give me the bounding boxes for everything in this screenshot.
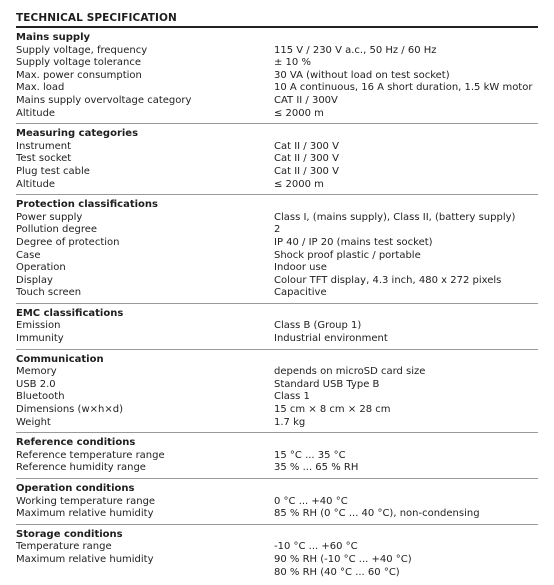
section-emc-classifications xyxy=(16,308,538,350)
spec-label: Plug test cable xyxy=(16,165,90,177)
spec-row xyxy=(16,508,538,521)
spec-value: ≤ 2000 m xyxy=(274,107,324,119)
section-reference-conditions xyxy=(16,437,538,479)
section-mains-supply xyxy=(16,32,538,124)
spec-value: 1.7 kg xyxy=(274,416,306,428)
section-heading: Operation conditions xyxy=(16,483,135,494)
spec-value: depends on microSD card size xyxy=(274,366,426,378)
spec-label: USB 2.0 xyxy=(16,378,56,390)
section-heading: Storage conditions xyxy=(16,528,123,540)
spec-row xyxy=(16,166,538,179)
spec-row xyxy=(16,496,538,509)
spec-value: Capacitive xyxy=(274,287,327,299)
spec-value: Cat II / 300 V xyxy=(274,153,339,165)
spec-row xyxy=(16,417,538,430)
spec-label: Immunity xyxy=(16,333,64,345)
spec-label: Mains supply overvoltage category xyxy=(16,94,192,106)
spec-value: 15 °C ... 35 °C xyxy=(274,449,346,461)
spec-row xyxy=(16,45,538,58)
spec-row xyxy=(16,262,538,275)
spec-label: Dimensions (w×h×d) xyxy=(16,404,123,416)
spec-row xyxy=(16,95,538,108)
spec-label: Power supply xyxy=(16,211,83,223)
spec-label: Touch screen xyxy=(16,287,82,299)
spec-value: 85 % RH (0 °C ... 40 °C), non-condensing xyxy=(274,508,480,520)
spec-value: Standard USB Type B xyxy=(274,378,380,390)
spec-value: Shock proof plastic / portable xyxy=(274,249,421,261)
section-heading: Measuring categories xyxy=(16,128,139,140)
spec-value: Class B (Group 1) xyxy=(274,320,362,332)
spec-label: Test socket xyxy=(16,153,72,165)
spec-row-continuation xyxy=(16,567,538,580)
spec-row xyxy=(16,108,538,121)
spec-row xyxy=(16,82,538,95)
spec-row xyxy=(16,379,538,392)
section-heading: EMC classifications xyxy=(16,307,124,319)
spec-value: 115 V / 230 V a.c., 50 Hz / 60 Hz xyxy=(274,44,437,56)
spec-row xyxy=(16,250,538,263)
spec-label: Weight xyxy=(16,416,51,428)
spec-row xyxy=(16,153,538,166)
spec-row xyxy=(16,541,538,554)
spec-row xyxy=(16,462,538,475)
spec-label: Pollution degree xyxy=(16,224,98,236)
spec-value: Cat II / 300 V xyxy=(274,140,339,152)
section-storage-conditions xyxy=(16,529,538,582)
spec-value: Class I, (mains supply), Class II, (battery supply) xyxy=(274,211,516,223)
spec-label: Altitude xyxy=(16,178,56,190)
spec-row xyxy=(16,320,538,333)
section-heading: Communication xyxy=(16,353,104,365)
spec-value-continuation: 80 % RH (40 °C ... 60 °C) xyxy=(274,566,400,578)
spec-label: Display xyxy=(16,274,53,286)
spec-value: 15 cm × 8 cm × 28 cm xyxy=(274,404,391,416)
spec-label: Maximum relative humidity xyxy=(16,553,154,565)
spec-row xyxy=(16,275,538,288)
section-heading: Protection classifications xyxy=(16,199,158,211)
spec-label: Altitude xyxy=(16,107,56,119)
spec-row xyxy=(16,141,538,154)
spec-row xyxy=(16,404,538,417)
spec-label: Emission xyxy=(16,320,61,332)
spec-value: CAT II / 300V xyxy=(274,94,338,106)
spec-row xyxy=(16,179,538,192)
spec-label: Memory xyxy=(16,366,57,378)
section-measuring-categories xyxy=(16,128,538,195)
spec-value: ≤ 2000 m xyxy=(274,178,324,190)
spec-label: Max. load xyxy=(16,82,65,94)
spec-row xyxy=(16,57,538,70)
section-communication xyxy=(16,354,538,434)
spec-label: Supply voltage, frequency xyxy=(16,44,148,56)
spec-value: -10 °C ... +60 °C xyxy=(274,541,358,553)
spec-label: Case xyxy=(16,249,41,261)
spec-row xyxy=(16,212,538,225)
spec-sections xyxy=(16,32,538,582)
spec-value: 30 VA (without load on test socket) xyxy=(274,69,450,81)
spec-label: Supply voltage tolerance xyxy=(16,57,141,69)
spec-value: Indoor use xyxy=(274,262,327,274)
spec-label: Operation xyxy=(16,262,66,274)
spec-label: Temperature range xyxy=(16,541,112,553)
section-protection-classifications xyxy=(16,199,538,304)
spec-value: IP 40 / IP 20 (mains test socket) xyxy=(274,236,433,248)
spec-label: Maximum relative humidity xyxy=(16,508,154,520)
spec-row xyxy=(16,287,538,300)
spec-label: Working temperature range xyxy=(16,495,156,507)
spec-row xyxy=(16,554,538,567)
spec-label: Instrument xyxy=(16,140,72,152)
spec-row xyxy=(16,450,538,463)
spec-row xyxy=(16,70,538,83)
spec-row xyxy=(16,391,538,404)
spec-value: Class 1 xyxy=(274,391,310,403)
spec-row xyxy=(16,237,538,250)
spec-label-empty xyxy=(16,567,274,580)
section-heading: Mains supply xyxy=(16,32,91,43)
spec-label: Max. power consumption xyxy=(16,69,142,81)
spec-value: ± 10 % xyxy=(274,57,311,69)
document-title: TECHNICAL SPECIFICATION xyxy=(16,12,177,24)
spec-value: 90 % RH (-10 °C ... +40 °C) xyxy=(274,553,412,565)
spec-value: 2 xyxy=(274,224,281,236)
spec-row xyxy=(16,366,538,379)
spec-value: Colour TFT display, 4.3 inch, 480 x 272 pixels xyxy=(274,274,502,286)
spec-row xyxy=(16,333,538,346)
spec-row xyxy=(16,224,538,237)
title-divider xyxy=(16,26,538,28)
spec-value: Industrial environment xyxy=(274,333,388,345)
spec-value: 10 A continuous, 16 A short duration, 1.5 kW motor xyxy=(274,82,533,94)
spec-label: Reference humidity range xyxy=(16,462,146,474)
section-heading: Reference conditions xyxy=(16,437,136,449)
spec-value: 35 % ... 65 % RH xyxy=(274,462,359,474)
spec-label: Bluetooth xyxy=(16,391,65,403)
spec-label: Degree of protection xyxy=(16,236,120,248)
spec-value: 0 °C ... +40 °C xyxy=(274,495,348,507)
spec-value: Cat II / 300 V xyxy=(274,165,339,177)
section-operation-conditions xyxy=(16,483,538,525)
spec-label: Reference temperature range xyxy=(16,449,165,461)
